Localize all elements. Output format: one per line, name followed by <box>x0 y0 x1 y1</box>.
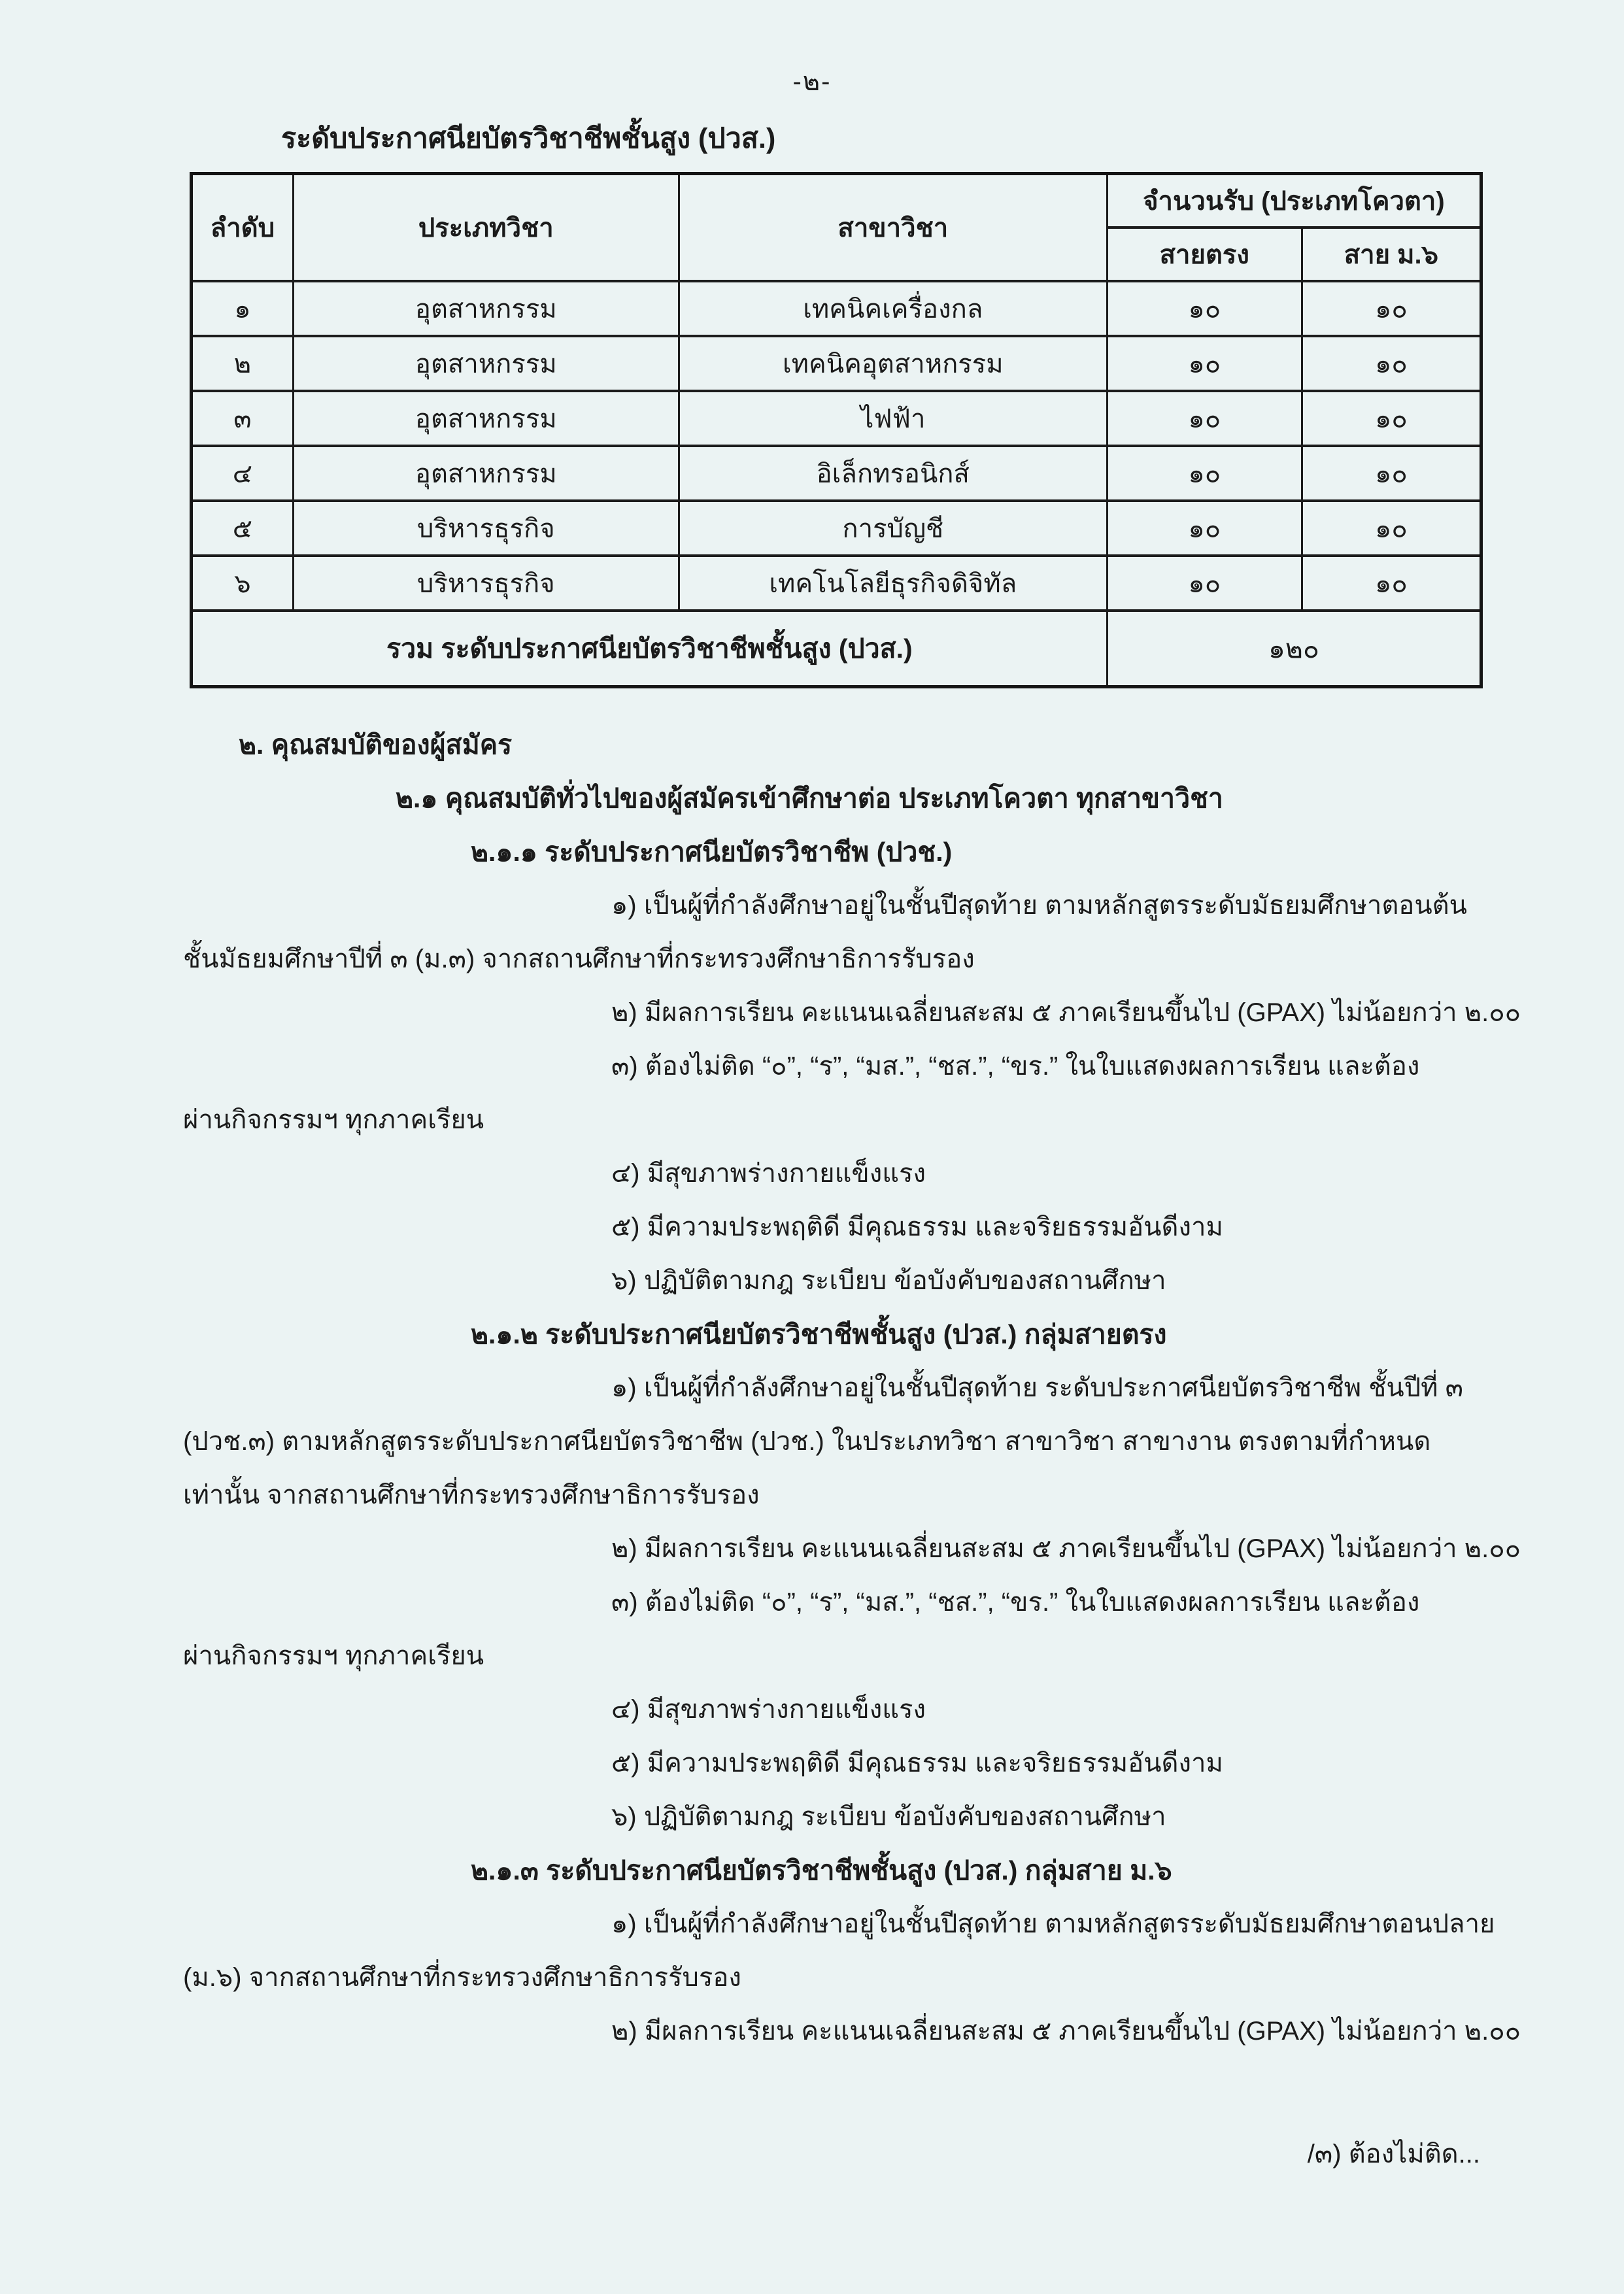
table-row <box>192 556 1481 611</box>
table-row <box>192 391 1481 446</box>
continuation-note: /๓) ต้องไม่ติด... <box>1307 2140 1480 2168</box>
col-header-no: ลำดับ <box>192 174 294 282</box>
table-row <box>192 336 1481 391</box>
cell-field: เทคโนโลยีธุรกิจดิจิทัล <box>679 556 1107 611</box>
quota-table-header <box>192 174 1481 282</box>
cell-subject-type: อุตสาหกรรม <box>293 446 679 501</box>
cell-no: ๔ <box>192 446 294 501</box>
table-row <box>192 501 1481 556</box>
content-line: ๔) มีสุขภาพร่างกายแข็งแรง <box>611 1695 926 1724</box>
cell-m6: ๑๐ <box>1302 391 1481 446</box>
content-line: ๓) ต้องไม่ติด “๐”, “ร”, “มส.”, “ชส.”, “ขร.” ในใบแสดงผลการเรียน และต้อง <box>611 1052 1420 1081</box>
cell-subject-type: อุตสาหกรรม <box>293 391 679 446</box>
cell-direct: ๑๐ <box>1107 446 1302 501</box>
content-line: ผ่านกิจกรรมฯ ทุกภาคเรียน <box>183 1105 484 1134</box>
cell-m6: ๑๐ <box>1302 556 1481 611</box>
col-header-direct: สายตรง <box>1107 228 1302 281</box>
col-header-m6: สาย ม.๖ <box>1302 228 1481 281</box>
cell-m6: ๑๐ <box>1302 446 1481 501</box>
cell-direct: ๑๐ <box>1107 501 1302 556</box>
content-line: ๒) มีผลการเรียน คะแนนเฉลี่ยนสะสม ๕ ภาคเรียนขึ้นไป (GPAX) ไม่น้อยกว่า ๒.๐๐ <box>611 1534 1521 1563</box>
cell-subject-type: อุตสาหกรรม <box>293 281 679 336</box>
cell-no: ๒ <box>192 336 294 391</box>
section-heading: ๒.๑.๓ ระดับประกาศนียบัตรวิชาชีพชั้นสูง (ปวส.) กลุ่มสาย ม.๖ <box>471 1855 1172 1885</box>
cell-subject-type: บริหารธุรกิจ <box>293 501 679 556</box>
content-line: ๑) เป็นผู้ที่กำลังศึกษาอยู่ในชั้นปีสุดท้าย ระดับประกาศนียบัตรวิชาชีพ ชั้นปีที่ ๓ <box>611 1374 1463 1402</box>
total-value: ๑๒๐ <box>1107 611 1481 687</box>
cell-m6: ๑๐ <box>1302 281 1481 336</box>
cell-direct: ๑๐ <box>1107 281 1302 336</box>
content-line: ชั้นมัธยมศึกษาปีที่ ๓ (ม.๓) จากสถานศึกษาที่กระทรวงศึกษาธิการรับรอง <box>183 945 975 973</box>
quota-table-body <box>192 281 1481 611</box>
table-row <box>192 281 1481 336</box>
col-header-field: สาขาวิชา <box>679 174 1107 282</box>
cell-field: ไฟฟ้า <box>679 391 1107 446</box>
cell-m6: ๑๐ <box>1302 501 1481 556</box>
cell-direct: ๑๐ <box>1107 336 1302 391</box>
content-line: (ปวช.๓) ตามหลักสูตรระดับประกาศนียบัตรวิชาชีพ (ปวช.) ในประเภทวิชา สาขาวิชา สาขางาน ตรงตามที่กำหนด <box>183 1427 1431 1456</box>
cell-no: ๕ <box>192 501 294 556</box>
quota-table-footer <box>192 611 1481 687</box>
table-row <box>192 446 1481 501</box>
cell-subject-type: อุตสาหกรรม <box>293 336 679 391</box>
cell-subject-type: บริหารธุรกิจ <box>293 556 679 611</box>
cell-m6: ๑๐ <box>1302 336 1481 391</box>
col-header-quota-group: จำนวนรับ (ประเภทโควตา) <box>1107 174 1481 228</box>
cell-field: อิเล็กทรอนิกส์ <box>679 446 1107 501</box>
section-heading: ๒.๑.๑ ระดับประกาศนียบัตรวิชาชีพ (ปวช.) <box>471 837 953 867</box>
content-line: ๕) มีความประพฤติดี มีคุณธรรม และจริยธรรมอันดีงาม <box>611 1749 1223 1778</box>
content-line: ๕) มีความประพฤติดี มีคุณธรรม และจริยธรรมอันดีงาม <box>611 1213 1223 1241</box>
cell-field: เทคนิคอุตสาหกรรม <box>679 336 1107 391</box>
cell-field: การบัญชี <box>679 501 1107 556</box>
cell-no: ๑ <box>192 281 294 336</box>
total-row <box>192 611 1481 687</box>
cell-direct: ๑๐ <box>1107 556 1302 611</box>
section-heading: ๒.๑ คุณสมบัติทั่วไปของผู้สมัครเข้าศึกษาต่อ ประเภทโควตา ทุกสาขาวิชา <box>396 783 1223 813</box>
col-header-subject-type: ประเภทวิชา <box>293 174 679 282</box>
content-line: ๖) ปฏิบัติตามกฎ ระเบียบ ข้อบังคับของสถานศึกษา <box>611 1266 1166 1295</box>
content-line: ๔) มีสุขภาพร่างกายแข็งแรง <box>611 1159 926 1188</box>
content-line: ๖) ปฏิบัติตามกฎ ระเบียบ ข้อบังคับของสถานศึกษา <box>611 1802 1166 1831</box>
total-label: รวม ระดับประกาศนียบัตรวิชาชีพชั้นสูง (ปวส.) <box>192 611 1108 687</box>
cell-no: ๓ <box>192 391 294 446</box>
table-title: ระดับประกาศนียบัตรวิชาชีพชั้นสูง (ปวส.) <box>281 123 776 154</box>
content-line: ผ่านกิจกรรมฯ ทุกภาคเรียน <box>183 1642 484 1670</box>
content-line: เท่านั้น จากสถานศึกษาที่กระทรวงศึกษาธิการรับรอง <box>183 1481 760 1510</box>
qualifications-section <box>183 718 1546 2058</box>
content-line: (ม.๖) จากสถานศึกษาที่กระทรวงศึกษาธิการรับรอง <box>183 1963 741 1992</box>
content-line: ๒) มีผลการเรียน คะแนนเฉลี่ยนสะสม ๕ ภาคเรียนขึ้นไป (GPAX) ไม่น้อยกว่า ๒.๐๐ <box>611 998 1521 1027</box>
cell-direct: ๑๐ <box>1107 391 1302 446</box>
content-line: ๒) มีผลการเรียน คะแนนเฉลี่ยนสะสม ๕ ภาคเรียนขึ้นไป (GPAX) ไม่น้อยกว่า ๒.๐๐ <box>611 2017 1521 2046</box>
section-heading: ๒.๑.๒ ระดับประกาศนียบัตรวิชาชีพชั้นสูง (ปวส.) กลุ่มสายตรง <box>471 1319 1167 1349</box>
content-line: ๑) เป็นผู้ที่กำลังศึกษาอยู่ในชั้นปีสุดท้าย ตามหลักสูตรระดับมัธยมศึกษาตอนปลาย <box>611 1910 1495 1938</box>
cell-no: ๖ <box>192 556 294 611</box>
page-number: -๒- <box>792 67 832 96</box>
quota-table <box>190 172 1483 688</box>
content-line: ๑) เป็นผู้ที่กำลังศึกษาอยู่ในชั้นปีสุดท้าย ตามหลักสูตรระดับมัธยมศึกษาตอนต้น <box>611 891 1467 920</box>
cell-field: เทคนิคเครื่องกล <box>679 281 1107 336</box>
content-line: ๓) ต้องไม่ติด “๐”, “ร”, “มส.”, “ชส.”, “ขร.” ในใบแสดงผลการเรียน และต้อง <box>611 1588 1420 1617</box>
section-heading: ๒. คุณสมบัติของผู้สมัคร <box>239 730 513 760</box>
